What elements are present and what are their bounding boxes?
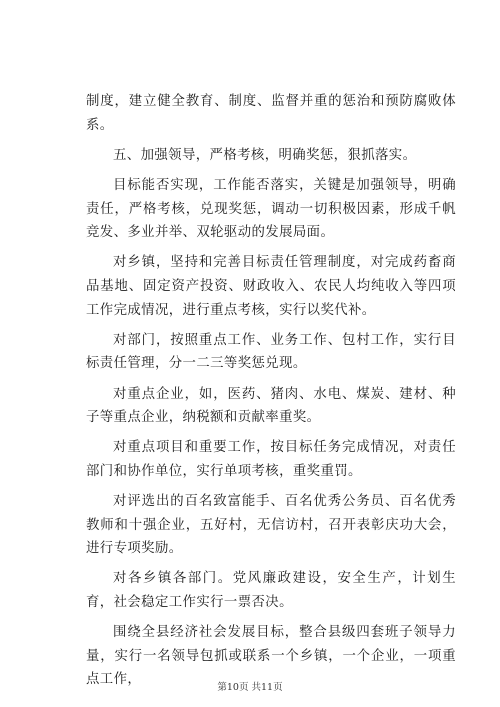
paragraph: 对重点项目和重要工作，按目标任务完成情况，对责任部门和协作单位，实行单项考核，重奖重罚。	[86, 440, 456, 479]
paragraph: 对重点企业，如，医药、猪肉、水电、煤炭、建材、种子等重点企业，纳税额和贡献率重奖。	[86, 386, 456, 426]
paragraph: 对评选出的百名致富能手、百名优秀公务员、百名优秀教师和十强企业，五好村，无信访村，召开表彰庆功大会，进行专项奖励。	[86, 494, 456, 557]
paragraph: 对乡镇，坚持和完善目标责任管理制度，对完成药畜商品基地、固定资产投资、财政收入、农民人均纯收入等四项工作完成情况，进行重点考核，实行以奖代补。	[86, 255, 456, 318]
paragraph: 对部门，按照重点工作、业务工作、包村工作，实行目标责任管理，分一二三等奖惩兑现。	[86, 332, 456, 372]
paragraph: 对各乡镇各部门。党风廉政建设，安全生产，计划生育，社会稳定工作实行一票否决。	[86, 571, 456, 611]
paragraph: 围绕全县经济社会发展目标，整合县级四套班子领导力量，实行一名领导包抓或联系一个乡镇，一个企业，一项重点工作，	[86, 625, 456, 688]
page-number-footer: 第10页 共11页	[217, 682, 283, 693]
paragraph: 制度，建立健全教育、制度、监督并重的惩治和预防腐败体系。	[86, 94, 456, 133]
document-body	[86, 90, 456, 699]
section-heading: 五、加强领导，严格考核，明确奖惩，狠抓落实。	[113, 147, 417, 163]
paragraph: 目标能否实现，工作能否落实，关键是加强领导，明确责任，严格考核，兑现奖惩，调动一切积极因素，形成千帆竞发、多业并举、双轮驱动的发展局面。	[86, 177, 456, 241]
